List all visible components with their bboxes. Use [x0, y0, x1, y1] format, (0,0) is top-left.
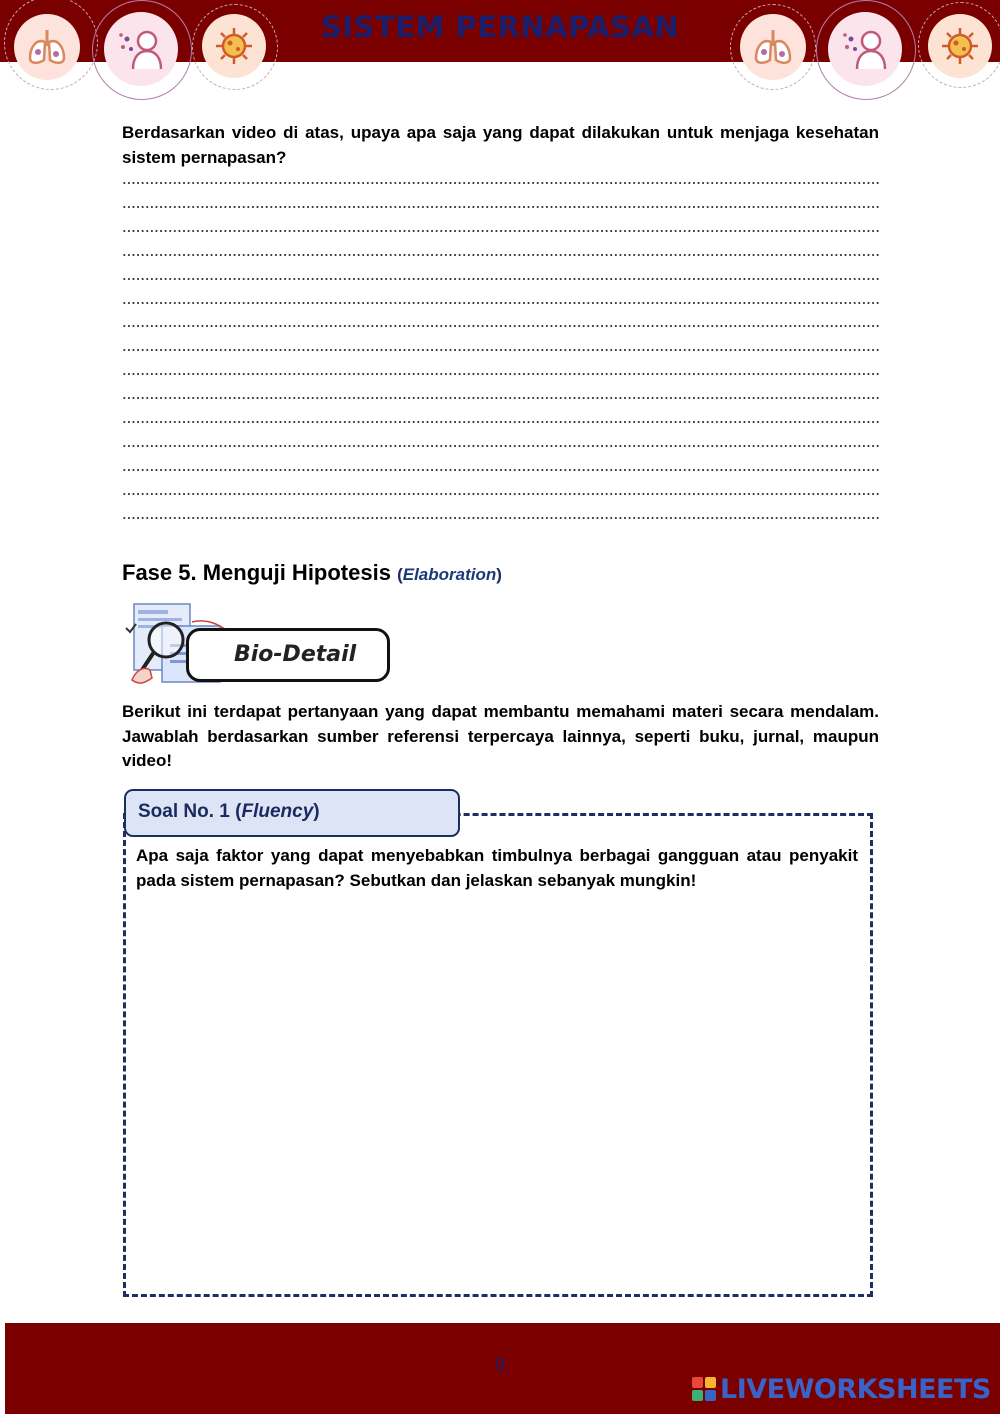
liveworksheets-logo-icon	[692, 1377, 716, 1401]
page-title: SISTEM PERNAPASAN	[320, 10, 680, 44]
lungs-icon	[740, 14, 806, 80]
answer-line[interactable]	[122, 250, 879, 260]
answer-line[interactable]	[122, 393, 879, 403]
answer-line[interactable]	[122, 417, 879, 427]
answer-line[interactable]	[122, 441, 879, 451]
reflection-question: Berdasarkan video di atas, upaya apa saja yang dapat dilakukan untuk menjaga kesehatan sistem pernapasan?	[122, 123, 879, 167]
answer-line[interactable]	[122, 513, 879, 523]
answer-line[interactable]	[122, 298, 879, 308]
sneeze-icon	[828, 12, 902, 86]
answer-line[interactable]	[122, 274, 879, 284]
liveworksheets-brand: LIVEWORKSHEETS	[720, 1373, 991, 1405]
answer-line[interactable]	[122, 465, 879, 475]
phase-subtitle: (Elaboration)	[397, 565, 502, 584]
answer-line[interactable]	[122, 226, 879, 236]
virus-icon	[928, 14, 992, 78]
answer-line[interactable]	[122, 178, 879, 188]
bio-detail-label: Bio-Detail	[234, 642, 357, 667]
answer-line[interactable]	[122, 345, 879, 355]
answer-line[interactable]	[122, 489, 879, 499]
answer-line[interactable]	[122, 202, 879, 212]
liveworksheets-logo[interactable]	[692, 1374, 991, 1404]
answer-line[interactable]	[122, 321, 879, 331]
phase-title	[122, 560, 502, 586]
phase-title-text: Fase 5. Menguji Hipotesis	[122, 560, 391, 585]
instructions-paragraph: Berikut ini terdapat pertanyaan yang dapat membantu memahami materi secara mendalam. Jawablah berdasarkan sumber referensi terpercaya lainnya, seperti buku, jurnal, maupun video!	[122, 702, 879, 770]
answer-line[interactable]	[122, 369, 879, 379]
question-number-label: Soal No. 1 (Fluency)	[138, 801, 320, 822]
page-number: 9	[494, 1355, 505, 1375]
question-text: Apa saja faktor yang dapat menyebabkan timbulnya berbagai gangguan atau penyakit pada sistem pernapasan? Sebutkan dan jelaskan sebanyak mungkin!	[136, 846, 858, 890]
